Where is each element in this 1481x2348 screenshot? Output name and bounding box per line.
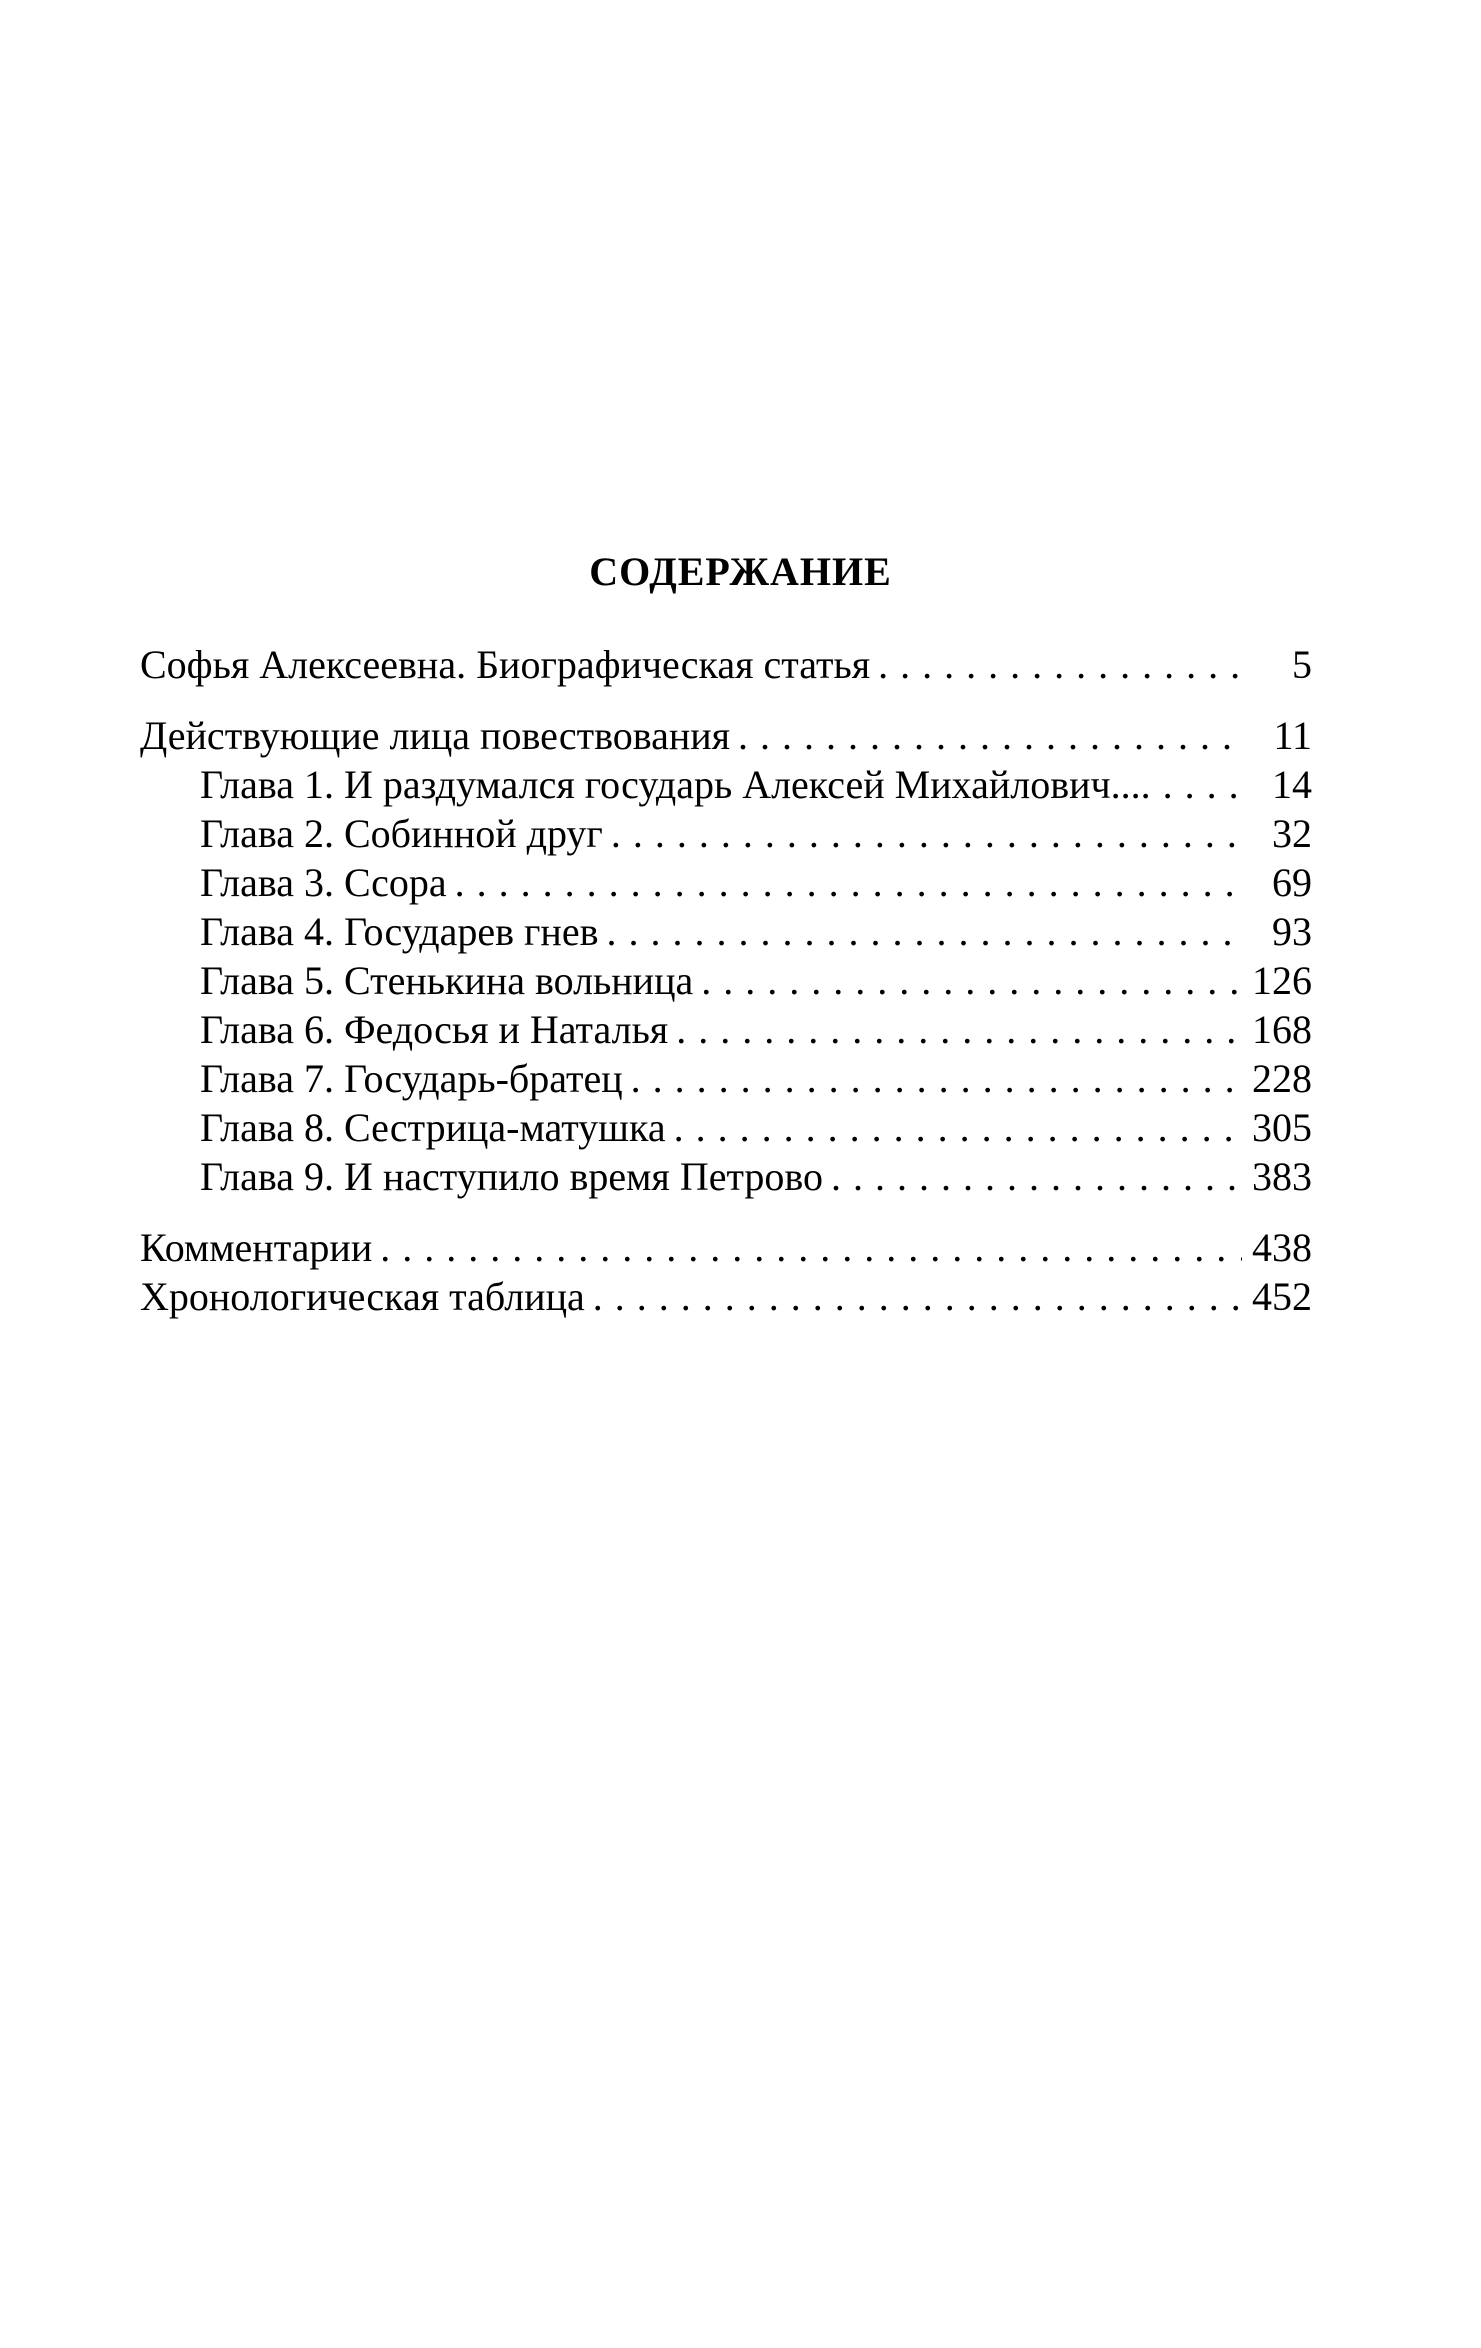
toc-entry-label: Глава 7. Государь-братец (200, 1056, 623, 1101)
toc-entry-page: 228 (1252, 1056, 1312, 1101)
toc-entry-page: 305 (1252, 1105, 1312, 1150)
toc-entry-label: Глава 3. Ссора (200, 860, 447, 905)
table-of-contents (140, 640, 1312, 1321)
toc-entry-chronology[interactable] (140, 1272, 1312, 1321)
toc-entry-characters[interactable] (140, 711, 1312, 760)
toc-entry-page: 438 (1252, 1225, 1312, 1270)
dot-leader (823, 1152, 1242, 1201)
toc-entry-chapter-4[interactable] (140, 907, 1312, 956)
toc-entry-label: Действующие лица повествования (140, 713, 731, 758)
toc-entry-page: 383 (1252, 1154, 1312, 1199)
toc-entry-biography[interactable] (140, 640, 1312, 689)
toc-entry-page: 69 (1272, 860, 1312, 905)
toc-entry-label: Глава 5. Стенькина вольница (200, 958, 694, 1003)
toc-entry-chapter-7[interactable] (140, 1054, 1312, 1103)
dot-leader (693, 956, 1242, 1005)
toc-entry-label: Глава 6. Федосья и Наталья (200, 1007, 669, 1052)
toc-entry-chapter-5[interactable] (140, 956, 1312, 1005)
toc-entry-page: 11 (1273, 713, 1312, 758)
toc-entry-page: 452 (1252, 1274, 1312, 1319)
dot-leader (598, 907, 1242, 956)
toc-entry-chapter-6[interactable] (140, 1005, 1312, 1054)
toc-entry-comments[interactable] (140, 1223, 1312, 1272)
dot-leader (623, 1054, 1242, 1103)
toc-entry-page: 126 (1252, 958, 1312, 1003)
toc-entry-page: 14 (1272, 762, 1312, 807)
dot-leader (1141, 760, 1242, 809)
toc-entry-label: Комментарии (140, 1225, 373, 1270)
dot-leader (585, 1272, 1242, 1321)
dot-leader (447, 858, 1242, 907)
toc-heading: СОДЕРЖАНИЕ (589, 549, 892, 594)
toc-entry-label: Хронологическая таблица (140, 1274, 585, 1319)
toc-entry-page: 93 (1272, 909, 1312, 954)
dot-leader (668, 1005, 1242, 1054)
toc-entry-chapter-1[interactable] (140, 760, 1312, 809)
dot-leader (870, 640, 1242, 689)
toc-entry-chapter-2[interactable] (140, 809, 1312, 858)
toc-entry-label: Глава 9. И наступило время Петрово (200, 1154, 824, 1199)
toc-entry-page: 168 (1252, 1007, 1312, 1052)
toc-entry-chapter-3[interactable] (140, 858, 1312, 907)
toc-entry-page: 5 (1292, 642, 1312, 687)
toc-entry-label: Глава 8. Сестрица-матушка (200, 1105, 666, 1150)
dot-leader (666, 1103, 1242, 1152)
toc-entry-label: Глава 4. Государев гнев (200, 909, 599, 954)
dot-leader (730, 711, 1242, 760)
toc-entry-label: Софья Алексеевна. Биографическая статья (140, 642, 871, 687)
toc-entry-page: 32 (1272, 811, 1312, 856)
toc-entry-label: Глава 1. И раздумался государь Алексей Михайлович... (200, 762, 1141, 807)
toc-entry-chapter-8[interactable] (140, 1103, 1312, 1152)
toc-entry-label: Глава 2. Собинной друг (200, 811, 603, 856)
dot-leader (372, 1223, 1242, 1272)
toc-entry-chapter-9[interactable] (140, 1152, 1312, 1201)
dot-leader (603, 809, 1242, 858)
